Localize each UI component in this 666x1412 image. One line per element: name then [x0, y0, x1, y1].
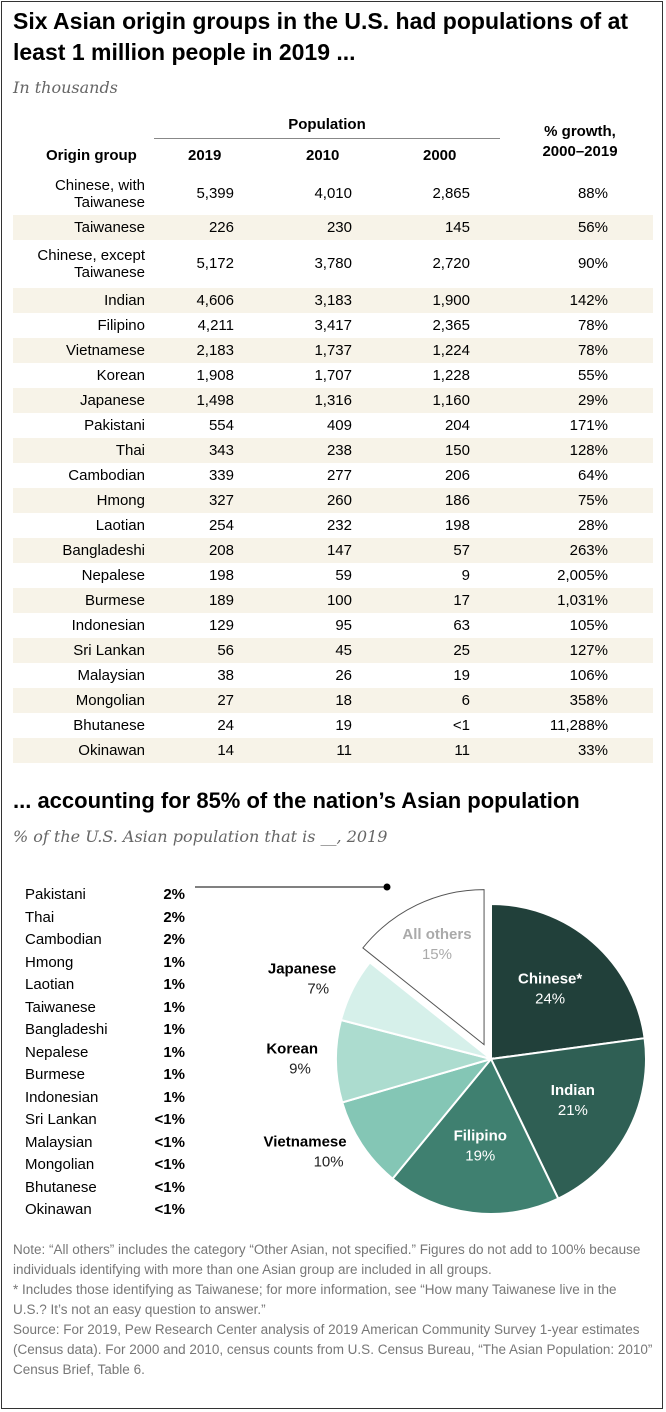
origin-group-cell: Indian: [104, 291, 145, 309]
value-2010-cell: 409: [326, 416, 352, 434]
value-2010-cell: 232: [326, 516, 352, 534]
growth-cell: 127%: [569, 641, 608, 659]
growth-header-line2: 2000–2019: [542, 143, 618, 160]
chart-subtitle: In thousands: [13, 78, 118, 97]
leader-dot: [384, 884, 391, 891]
growth-cell: 105%: [569, 616, 608, 634]
table-row: [13, 338, 653, 363]
pie-label-value: 21%: [557, 1102, 588, 1120]
value-2010-cell: 100: [326, 591, 352, 609]
pie-label-name: Vietnamese: [263, 1133, 347, 1151]
value-2019-cell: 2,183: [196, 341, 234, 359]
note-line: Source: For 2019, Pew Research Center analysis of 2019 American Community Survey 1-year estimates (Census data). For 2000 and 2010, census counts from U.S. Census Bureau, “The Asian Population: 2010” Census Brief, Table 6.: [13, 1322, 653, 1377]
pie-label-name: Indian: [550, 1082, 595, 1100]
value-2019-cell: 208: [208, 541, 234, 559]
pie-label-value: 10%: [313, 1153, 344, 1171]
value-2019-cell: 327: [208, 491, 234, 509]
others-item-name: Laotian: [25, 976, 75, 993]
origin-group-cell: Bangladeshi: [62, 541, 145, 559]
value-2019-cell: 4,211: [197, 316, 234, 334]
growth-cell: 2,005%: [557, 566, 608, 584]
others-item-name: Cambodian: [25, 931, 102, 948]
table-row: [13, 513, 653, 538]
growth-cell: 29%: [577, 391, 608, 409]
value-2019-cell: 5,399: [196, 185, 234, 202]
others-item-value: <1%: [154, 1133, 185, 1151]
value-2000-cell: 2,865: [432, 185, 470, 202]
table-row: [13, 563, 653, 588]
table-row: [13, 413, 653, 438]
population-table: [13, 172, 653, 763]
origin-group-cell: Malaysian: [77, 666, 145, 684]
origin-group-cell: Mongolian: [75, 691, 145, 709]
value-2010-cell: 59: [335, 566, 352, 584]
note-line: * Includes those identifying as Taiwanese; for more information, see “How many Taiwanese live in the U.S.? It’s not an easy question to answer.”: [13, 1282, 617, 1317]
table-row: [13, 288, 653, 313]
growth-cell: 11,288%: [549, 716, 608, 734]
others-item-value: <1%: [154, 1111, 185, 1128]
value-2010-cell: 3,417: [314, 316, 352, 334]
others-item-name: Nepalese: [25, 1043, 89, 1061]
population-header: Population: [154, 116, 500, 139]
others-item-value: 1%: [163, 976, 185, 993]
table-row: [13, 613, 653, 638]
growth-cell: 263%: [569, 541, 608, 559]
pie-label-value: 24%: [535, 990, 566, 1008]
value-2000-cell: 9: [461, 566, 470, 584]
value-2010-cell: 230: [326, 218, 352, 236]
origin-group-cell: Indonesian: [71, 616, 145, 634]
origin-group-cell: Okinawan: [78, 741, 145, 759]
value-2000-cell: 1,160: [432, 391, 470, 409]
note-line: Note: “All others” includes the category “Other Asian, not specified.” Figures do not add to 100% because individuals identifying with more than one Asian group are included in all groups.: [13, 1242, 641, 1277]
others-item-name: Burmese: [25, 1066, 86, 1083]
value-2010-cell: 260: [326, 491, 352, 509]
table-row: [13, 463, 653, 488]
pie-label-name: Japanese: [267, 960, 337, 978]
growth-cell: 75%: [577, 491, 608, 509]
others-item-value: 1%: [163, 1088, 185, 1106]
notes: [13, 1240, 653, 1380]
others-item-name: Hmong: [25, 953, 74, 971]
col-origin-header: Origin group: [46, 147, 137, 164]
value-2019-cell: 27: [217, 691, 234, 709]
value-2010-cell: 147: [326, 541, 352, 559]
value-2019-cell: 129: [208, 616, 234, 634]
col-2010-header: 2010: [306, 147, 340, 164]
others-item-value: 1%: [163, 953, 185, 971]
table-row: [13, 313, 653, 338]
table-row: [13, 688, 653, 713]
value-2000-cell: 63: [453, 616, 470, 634]
value-2019-cell: 339: [208, 466, 234, 484]
value-2000-cell: 1,228: [432, 366, 470, 384]
origin-group-cell: Chinese, except Taiwanese: [37, 246, 145, 281]
value-2000-cell: 145: [444, 218, 470, 236]
table-row: [13, 638, 653, 663]
value-2010-cell: 1,737: [314, 341, 352, 359]
growth-cell: 128%: [569, 441, 608, 459]
value-2010-cell: 11: [336, 741, 352, 759]
value-2000-cell: 2,365: [432, 316, 470, 334]
others-item-name: Taiwanese: [25, 998, 96, 1016]
table-row: [13, 240, 653, 288]
value-2000-cell: 150: [444, 441, 470, 459]
value-2000-cell: 1,224: [432, 341, 470, 359]
origin-group-cell: Sri Lankan: [73, 641, 145, 659]
origin-group-cell: Thai: [115, 441, 145, 459]
growth-cell: 78%: [577, 316, 608, 334]
col-2019-header: 2019: [188, 147, 222, 164]
value-2000-cell: 1,900: [432, 291, 470, 309]
table-row: [13, 488, 653, 513]
table-row: [13, 588, 653, 613]
pie-label-name: All others: [402, 925, 472, 943]
table-row: [13, 215, 653, 240]
growth-header-line1: % growth,: [544, 123, 616, 140]
table-row: [13, 438, 653, 463]
value-2000-cell: 198: [444, 516, 470, 534]
value-2000-cell: 11: [454, 741, 470, 759]
value-2019-cell: 1,908: [196, 366, 234, 384]
others-item-name: Malaysian: [25, 1133, 93, 1151]
value-2000-cell: 57: [453, 541, 470, 559]
value-2010-cell: 18: [335, 691, 352, 709]
origin-group-cell: Korean: [96, 366, 145, 384]
others-item-name: Pakistani: [25, 886, 86, 903]
origin-group-cell: Bhutanese: [73, 716, 145, 734]
value-2019-cell: 4,606: [196, 291, 234, 309]
others-item-name: Mongolian: [25, 1156, 95, 1173]
table-row: [13, 538, 653, 563]
value-2010-cell: 238: [326, 441, 352, 459]
value-2000-cell: <1: [452, 716, 470, 734]
table-row: [13, 388, 653, 413]
figure-frame: [1, 1, 663, 1409]
value-2000-cell: 206: [444, 466, 470, 484]
value-2019-cell: 5,172: [196, 255, 234, 272]
value-2010-cell: 26: [335, 666, 352, 684]
others-item-value: <1%: [154, 1178, 185, 1196]
table-row: [13, 172, 653, 215]
value-2019-cell: 1,498: [196, 391, 234, 409]
pie-title: ... accounting for 85% of the nation’s Asian population: [13, 788, 580, 813]
pie-label-value: 7%: [307, 980, 330, 998]
value-2000-cell: 19: [453, 666, 470, 684]
value-2010-cell: 1,707: [314, 366, 352, 384]
value-2010-cell: 277: [326, 466, 352, 484]
origin-group-cell: Nepalese: [81, 566, 145, 584]
others-item-value: 1%: [163, 1066, 185, 1083]
growth-cell: 56%: [577, 218, 608, 236]
value-2000-cell: 17: [453, 591, 470, 609]
origin-group-cell: Hmong: [96, 491, 145, 509]
origin-group-cell: Taiwanese: [74, 218, 145, 236]
growth-cell: 55%: [577, 366, 608, 384]
others-item-name: Okinawan: [25, 1201, 92, 1218]
value-2000-cell: 25: [453, 641, 470, 659]
others-item-value: 2%: [163, 931, 185, 948]
table-row: [13, 663, 653, 688]
pie-subtitle: % of the U.S. Asian population that is __, 2019: [13, 827, 388, 846]
others-item-name: Bangladeshi: [25, 1021, 108, 1038]
table-row: [13, 738, 653, 763]
col-2000-header: 2000: [423, 147, 457, 164]
others-item-value: <1%: [154, 1156, 185, 1173]
growth-cell: 358%: [569, 691, 608, 709]
origin-group-cell: Laotian: [95, 516, 145, 534]
value-2010-cell: 4,010: [314, 185, 352, 202]
value-2000-cell: 6: [461, 691, 470, 709]
origin-group-cell: Burmese: [84, 591, 145, 609]
growth-cell: 78%: [577, 341, 608, 359]
others-item-name: Sri Lankan: [25, 1111, 97, 1128]
origin-group-cell: Japanese: [79, 391, 145, 409]
growth-cell: 90%: [577, 255, 608, 272]
value-2019-cell: 56: [217, 641, 234, 659]
growth-cell: 33%: [577, 741, 608, 759]
others-item-value: 2%: [163, 886, 185, 903]
origin-group-cell: Cambodian: [68, 466, 145, 484]
growth-cell: 88%: [577, 185, 608, 202]
others-item-name: Thai: [25, 908, 55, 926]
value-2000-cell: 204: [444, 416, 470, 434]
pie-label-name: Korean: [266, 1040, 319, 1058]
growth-header: [514, 122, 646, 162]
value-2010-cell: 45: [335, 641, 352, 659]
value-2000-cell: 186: [444, 491, 470, 509]
others-item-name: Bhutanese: [25, 1178, 97, 1196]
pie-chart: [2, 862, 663, 1232]
value-2010-cell: 3,780: [314, 255, 352, 272]
value-2010-cell: 95: [335, 616, 352, 634]
others-item-value: <1%: [154, 1201, 185, 1218]
others-item-value: 2%: [163, 908, 185, 926]
others-item-value: 1%: [163, 998, 185, 1016]
value-2000-cell: 2,720: [432, 255, 470, 272]
value-2019-cell: 24: [217, 716, 234, 734]
growth-cell: 64%: [577, 466, 608, 484]
others-item-value: 1%: [163, 1043, 185, 1061]
value-2010-cell: 1,316: [314, 391, 352, 409]
growth-cell: 1,031%: [557, 591, 608, 609]
value-2010-cell: 19: [335, 716, 352, 734]
value-2019-cell: 554: [208, 416, 234, 434]
chart-title: Six Asian origin groups in the U.S. had populations of at least 1 million people in 2019 ...: [13, 8, 629, 65]
table-row: [13, 363, 653, 388]
pie-label-value: 9%: [289, 1060, 311, 1078]
others-item-name: Indonesian: [25, 1088, 99, 1106]
growth-cell: 106%: [569, 666, 608, 684]
origin-group-cell: Pakistani: [84, 416, 145, 434]
value-2019-cell: 254: [208, 516, 234, 534]
pie-label-value: 19%: [465, 1147, 496, 1165]
pie-label-value: 15%: [421, 945, 452, 963]
growth-cell: 142%: [569, 291, 608, 309]
growth-cell: 171%: [569, 416, 608, 434]
table-row: [13, 713, 653, 738]
value-2019-cell: 14: [217, 741, 234, 759]
others-item-value: 1%: [163, 1021, 185, 1038]
origin-group-cell: Vietnamese: [66, 341, 145, 359]
growth-cell: 28%: [577, 516, 608, 534]
value-2019-cell: 343: [208, 441, 234, 459]
value-2010-cell: 3,183: [314, 291, 352, 309]
value-2019-cell: 189: [208, 591, 234, 609]
pie-label-name: Filipino: [453, 1127, 507, 1145]
origin-group-cell: Filipino: [97, 316, 145, 334]
pie-label-name: Chinese*: [518, 970, 583, 988]
value-2019-cell: 226: [208, 218, 234, 236]
origin-group-cell: Chinese, with Taiwanese: [54, 176, 145, 211]
value-2019-cell: 198: [208, 566, 234, 584]
value-2019-cell: 38: [217, 666, 234, 684]
